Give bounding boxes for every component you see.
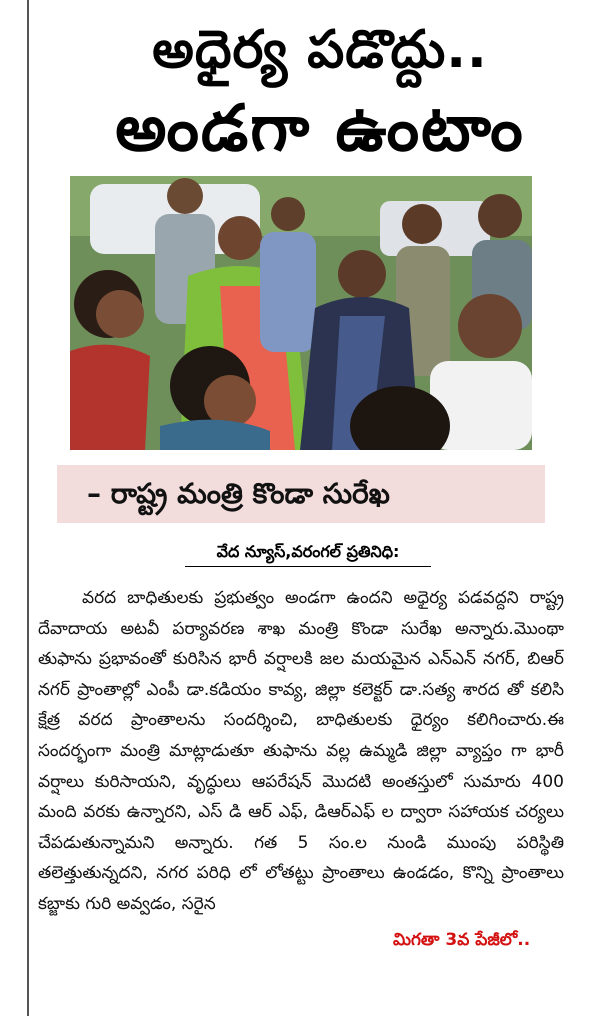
article-body-text: వరద బాధితులకు ప్రభుత్వం అండగా ఉందని అధైర్య పడవద్దని రాష్ట్ర దేవాదాయ అటవీ పర్యావరణ శాఖ మంత్రి కొండా సురేఖ అన్నారు.మొంథా తుఫాను ప్రభావంతో కురిసిన భారీ వర్షాలకి జల మయమైన ఎన్ఎన్ నగర్, బిఆర్ నగర్ ప్రాంతాల్లో ఎంపీ డా.కడియం కావ్య, జిల్లా కలెక్టర్ డా.సత్య శారద తో కలిసి క్షేత్ర వరద ప్రాంతాలను సందర్శించి, బాధితులకు ధైర్యం కలిగించారు.ఈ సందర్భంగా మంత్రి మాట్లాడుతూ తుఫాను వల్ల ఉమ్మడి జిల్లా వ్యాప్తం గా భారీ వర్షాలు కురిసాయని, వృద్ధులు ఆపరేషన్ మొదటి అంతస్తులో సుమారు 400 మంది వరకు ఉన్నారని, ఎస్ డి ఆర్ ఎఫ్, డిఆర్ఎఫ్ ల ద్వారా సహాయక చర్యలు చేపడుతున్నామని అన్నారు. గత 5 సం.ల నుండి ముంపు పరిస్థితి తలెత్తుతున్నదని, నగర పరిధి లో లోతట్టు ప్రాంతాలు ఉండడం, కొన్ని ప్రాంతాలు కబ్జాకు గురి అవ్వడం, సరైన <box>38 588 564 914</box>
people-photo-icon <box>70 176 532 450</box>
column-rule <box>27 0 29 1016</box>
subtitle-text: – రాష్ట్ర మంత్రి కొండా సురేఖ <box>87 477 390 510</box>
news-photo <box>70 176 532 450</box>
dateline: వేద న్యూస్,వరంగల్ ప్రతినిధి: <box>185 540 431 567</box>
headline-line-1: అధైర్య పడొద్దు.. <box>152 20 488 80</box>
headline-line-2: అండగా ఉంటాం <box>115 92 525 166</box>
subtitle-box <box>57 465 545 523</box>
article-body <box>38 583 564 920</box>
continued-on-page-3[interactable]: మిగతా 3వ పేజీలో.. <box>393 930 531 950</box>
